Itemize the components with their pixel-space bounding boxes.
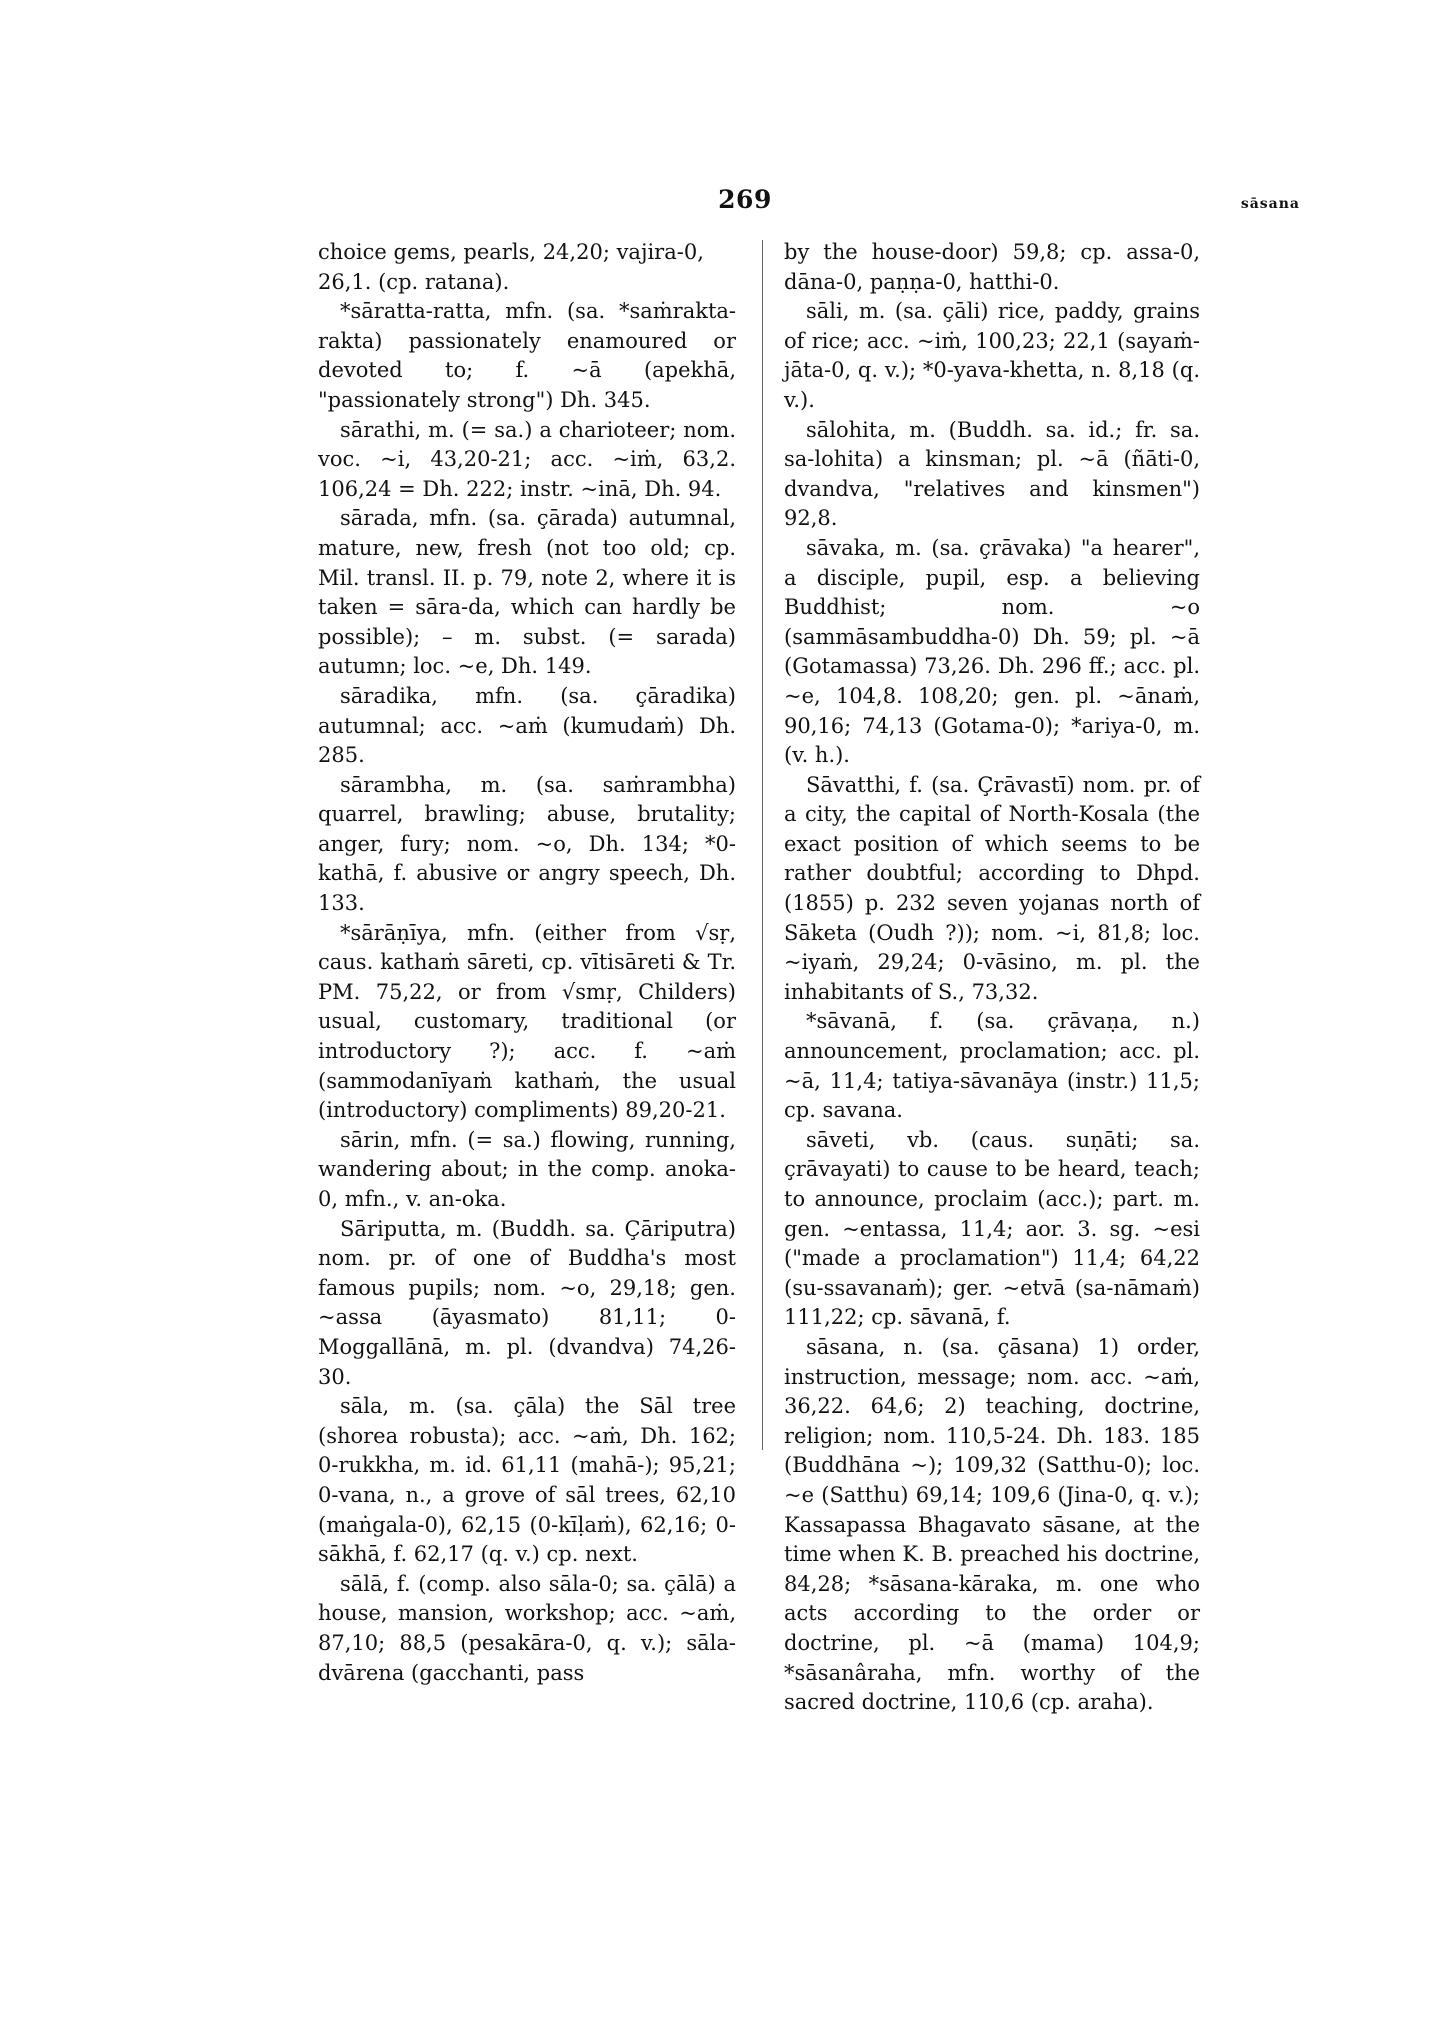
page-number: 269 [718,185,772,214]
entry-saveti: sāveti, vb. (caus. suṇāti; sa. çrāvayati) to cause to be heard, teach; to announce, proclaim (acc.); part. m. gen. ~entassa, 11,4; aor. 3. sg. ~esi ("made a proclamation") 11,4; 64,22 (su-ssavanaṁ); ger. ~etvā (sa-nāmaṁ) 111,22; cp. sāvanā, f. [784,1127,1200,1330]
column-divider [762,240,763,1450]
entry-sariputta: Sāriputta, m. (Buddh. sa. Çāriputra) nom. pr. of one of Buddha's most famous pupils; nom. ~o, 29,18; gen. ~assa (āyasmato) 81,11; 0-Moggallānā, m. pl. (dvandva) 74,26-30. [318,1216,736,1389]
entry-saraniya: *sārāṇīya, mfn. (either from √sṛ, caus. kathaṁ sāreti, cp. vītisāreti & Tr. PM. 75,22, or from √smṛ, Childers) usual, customary, traditional (or introductory ?); acc. f. ~aṁ (sammodanīyaṁ kathaṁ, the usual (introductory) compliments) 89,20-21. [318,920,736,1123]
entry-sarada: sārada, mfn. (sa. çārada) autumnal, mature, new, fresh (not too old; cp. Mil. transl. II. p. 79, note 2, where it is taken = sāra-da, which can hardly be possible); – m. subst. (= sarada) autumn; loc. ~e, Dh. 149. [318,506,736,679]
entry-salohita: sālohita, m. (Buddh. sa. id.; fr. sa. sa-lohita) a kinsman; pl. ~ā (ñāti-0, dvandva, "relatives and kinsmen") 92,8. [784,417,1200,531]
left-column [318,238,736,1688]
entry-saratta-ratta: *sāratta-ratta, mfn. (sa. *saṁrakta-rakta) passionately enamoured or devoted to; f. ~ā (apekhā, "passionately strong") Dh. 345. [318,299,736,412]
entry-sala-house: sālā, f. (comp. also sāla-0; sa. çālā) a house, mansion, workshop; acc. ~aṁ, 87,10; 88,5 (pesakāra-0, q. v.); sāla-dvārena (gacchanti, pass [318,1571,736,1685]
entry-savaka: sāvaka, m. (sa. çrāvaka) "a hearer", a disciple, pupil, esp. a believing Buddhist; nom. ~o (sammāsambuddha-0) Dh. 59; pl. ~ā (Gotamassa) 73,26. Dh. 296 ff.; acc. pl. ~e, 104,8. 108,20; gen. pl. ~ānaṁ, 90,16; 74,13 (Gotama-0); *ariya-0, m. (v. h.). [784,535,1200,768]
running-head: sāsana [1240,196,1300,212]
entry-continuation-right: by the house-door) 59,8; cp. assa-0, dāna-0, paṇṇa-0, hatthi-0. [784,240,1200,294]
entry-sarambha: sārambha, m. (sa. saṁrambha) quarrel, brawling; abuse, brutality; anger, fury; nom. ~o, Dh. 134; *0-kathā, f. abusive or angry speech, Dh. 133. [318,772,736,916]
entry-sala: sāla, m. (sa. çāla) the Sāl tree (shorea robusta); acc. ~aṁ, Dh. 162; 0-rukkha, m. id. 61,11 (mahā-); 95,21; 0-vana, n., a grove of sāl trees, 62,10 (maṅgala-0), 62,15 (0-kīḷaṁ), 62,16; 0-sākhā, f. 62,17 (q. v.) cp. next. [318,1394,736,1567]
entry-savana: *sāvanā, f. (sa. çrāvaṇa, n.) announcement, proclamation; acc. pl. ~ā, 11,4; tatiya-sāvanāya (instr.) 11,5; cp. savana. [784,1009,1200,1123]
entry-savatthi: Sāvatthi, f. (sa. Çrāvastī) nom. pr. of a city, the capital of North-Kosala (the exact position of which seems to be rather doubtful; according to Dhpd. (1855) p. 232 seven yojanas north of Sāketa (Oudh ?)); nom. ~i, 81,8; loc. ~iyaṁ, 29,24; 0-vāsino, m. pl. the inhabitants of S., 73,32. [784,772,1200,1004]
entry-saradika: sāradika, mfn. (sa. çāradika) autumnal; acc. ~aṁ (kumudaṁ) Dh. 285. [318,683,736,768]
entry-sasana: sāsana, n. (sa. çāsana) 1) order, instruction, message; nom. acc. ~aṁ, 36,22. 64,6; 2) teaching, doctrine, religion; nom. 110,5-24. Dh. 183. 185 (Buddhāna ~); 109,32 (Satthu-0); loc. ~e (Satthu) 69,14; 109,6 (Jina-0, q. v.); Kassapassa Bhagavato sāsane, at the time when K. B. preached his doctrine, 84,28; *sāsana-kāraka, m. one who acts according to the order or doctrine, pl. ~ā (mama) 104,9; *sāsanâraha, mfn. worthy of the sacred doctrine, 110,6 (cp. araha). [784,1334,1200,1715]
entry-sali: sāli, m. (sa. çāli) rice, paddy, grains of rice; acc. ~iṁ, 100,23; 22,1 (sayaṁ-jāta-0, q. v.); *0-yava-khetta, n. 8,18 (q. v.). [784,299,1200,412]
entry-sarin: sārin, mfn. (= sa.) flowing, running, wandering about; in the comp. anoka-0, mfn., v. an-oka. [318,1127,736,1211]
right-column [784,238,1200,1718]
entry-continuation: choice gems, pearls, 24,20; vajira-0, 26,1. (cp. ratana). [318,240,704,294]
entry-sarathi: sārathi, m. (= sa.) a charioteer; nom. voc. ~i, 43,20-21; acc. ~iṁ, 63,2. 106,24 = Dh. 222; instr. ~inā, Dh. 94. [318,417,736,501]
